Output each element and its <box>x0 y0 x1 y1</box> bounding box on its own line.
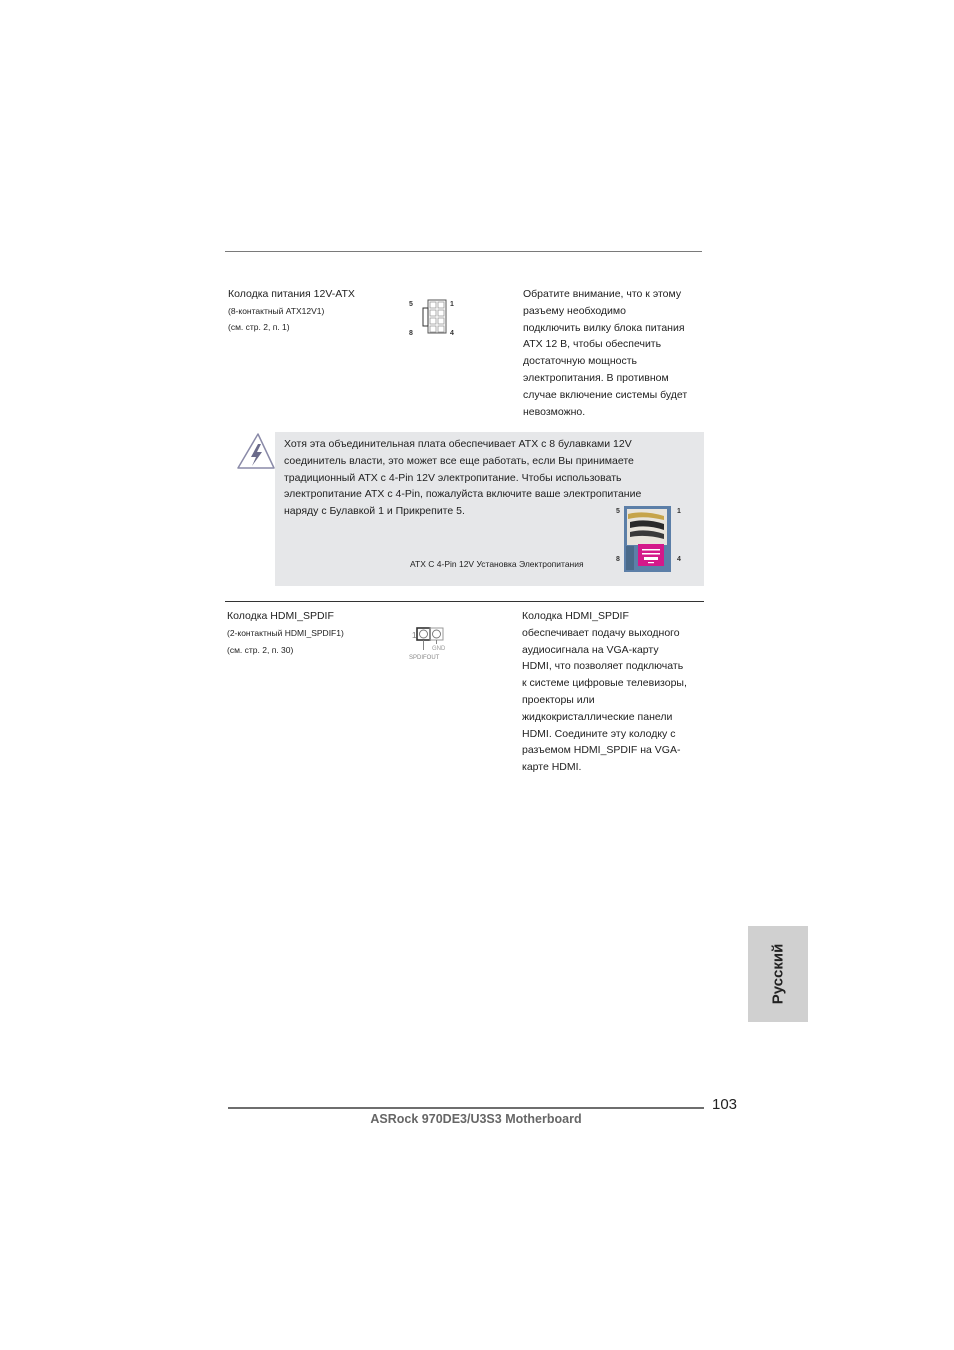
note-line: соединитель власти, это может все еще работать, если Вы принимаете <box>284 454 634 467</box>
desc-line: обеспечивает подачу выходного <box>522 626 680 639</box>
desc-line: карте HDMI. <box>522 761 582 774</box>
desc-line: Обратите внимание, что к этому <box>523 288 682 300</box>
footer-divider <box>228 1107 704 1109</box>
desc-line: аудиосигнала на VGA-карту <box>522 643 659 656</box>
svg-text:GND: GND <box>432 646 446 652</box>
note-line: Хотя эта объединительная плата обеспечивает ATX с 8 булавками 12V <box>284 438 632 450</box>
svg-text:SPDIFOUT: SPDIFOUT <box>409 655 440 661</box>
top-divider <box>225 251 702 252</box>
page-number: 103 <box>712 1096 738 1113</box>
connector-8pin-icon <box>420 299 448 335</box>
desc-line: HDMI. Соедините эту колодку с <box>522 727 676 740</box>
note-line: наряду с Булавкой 1 и Прикрепите 5. <box>284 505 465 518</box>
desc-line: достаточную мощность <box>523 355 637 368</box>
desc-line: к системе цифровые телевизоры, <box>522 677 687 690</box>
atx-header-subtitle: (8-контактный ATX12V1) <box>228 306 325 316</box>
desc-line: ATX 12 В, чтобы обеспечить <box>523 338 662 351</box>
section-divider <box>225 601 704 602</box>
note-line: традиционный ATX с 4-Pin 12V электропитание. Чтобы использовать <box>284 471 622 484</box>
warning-lightning-icon <box>234 432 276 472</box>
photo-pin-label-5: 5 <box>616 508 620 515</box>
hdmi-spdif-diagram <box>405 624 455 664</box>
atx-header-title: Колодка питания 12V-ATX <box>228 288 355 300</box>
desc-line: разъему необходимо <box>523 304 626 317</box>
atx-description <box>523 286 708 420</box>
photo-pin-label-8: 8 <box>616 556 620 563</box>
desc-line: жидкокристаллические панели <box>522 710 673 723</box>
connector-2pin-icon <box>405 624 455 664</box>
pin-label-1: 1 <box>450 301 454 308</box>
note-caption: ATX С 4-Pin 12V Установка Электропитания <box>410 559 584 569</box>
desc-line: Колодка HDMI_SPDIF <box>522 610 629 622</box>
desc-line: невозможно. <box>523 405 586 418</box>
photo-pin-label-1: 1 <box>677 508 681 515</box>
footer-title: ASRock 970DE3/U3S3 Motherboard <box>370 1112 582 1126</box>
language-tab <box>748 926 808 1022</box>
pin1-label: 1 <box>412 631 417 640</box>
desc-line: подключить вилку блока питания <box>523 321 685 334</box>
language-tab-label: Русский <box>769 943 787 1005</box>
desc-line: разъемом HDMI_SPDIF на VGA- <box>522 744 681 757</box>
atx-8pin-diagram <box>405 298 467 342</box>
hdmi-spdif-title: Колодка HDMI_SPDIF <box>227 610 334 622</box>
hdmi-spdif-subtitle: (2-контактный HDMI_SPDIF1) <box>227 628 344 638</box>
hdmi-spdif-description <box>522 608 707 776</box>
atx-4pin-photo <box>612 503 686 575</box>
pin-label-4: 4 <box>450 330 454 337</box>
desc-line: электропитания. В противном <box>523 371 669 384</box>
note-line: электропитание ATX с 4-Pin, пожалуйста включите ваше электропитание <box>284 488 642 501</box>
atx-header-ref: (см. стр. 2, п. 1) <box>228 322 290 332</box>
desc-line: проекторы или <box>522 693 595 706</box>
desc-line: HDMI, что позволяет подключать <box>522 660 684 673</box>
pin-label-5: 5 <box>409 301 413 308</box>
pin-label-8: 8 <box>409 330 413 337</box>
photo-pin-label-4: 4 <box>677 556 681 563</box>
desc-line: случае включение системы будет <box>523 388 688 401</box>
connector-photo-icon <box>624 506 671 572</box>
hdmi-spdif-ref: (см. стр. 2, п. 30) <box>227 645 294 655</box>
